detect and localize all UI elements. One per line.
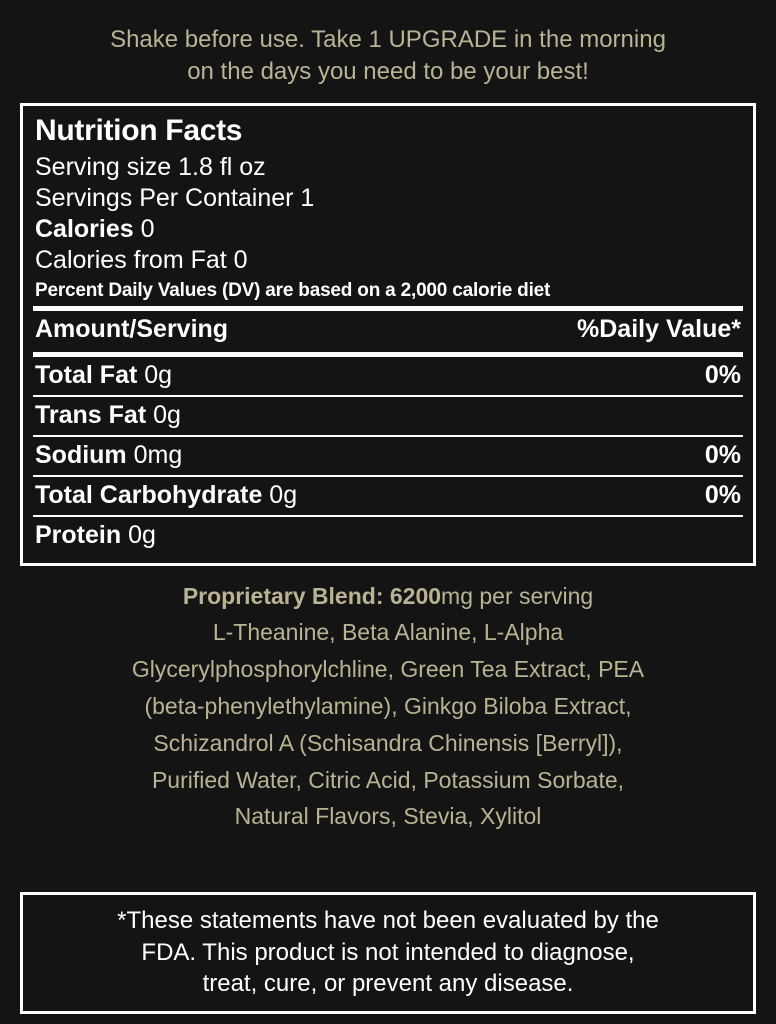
table-row	[33, 437, 743, 475]
table-row	[33, 477, 743, 515]
table-row	[33, 517, 743, 555]
fda-disclaimer-line-1: *These statements have not been evaluated by the	[117, 907, 659, 935]
ingredient-line: L-Theanine, Beta Alanine, L-Alpha	[212, 619, 564, 646]
nutrient-daily-value: 0%	[704, 480, 741, 509]
ingredient-line: Purified Water, Citric Acid, Potassium Sorbate,	[151, 766, 625, 793]
nutrient-name	[35, 441, 182, 470]
nutrient-daily-value: 0%	[704, 360, 741, 389]
usage-instructions-line-2: on the days you need to be your best!	[187, 58, 589, 86]
table-row	[33, 357, 743, 395]
calories-value: 0	[140, 214, 155, 243]
calories-from-fat-value: 0	[233, 245, 248, 274]
nutrient-label-text: Sodium	[35, 440, 127, 469]
nutrient-amount: 0g	[153, 400, 181, 429]
ingredient-line: Schizandrol A (Schisandra Chinensis [Berryl]),	[153, 729, 623, 756]
nutrition-table-header	[33, 311, 743, 349]
daily-value-note: Percent Daily Values (DV) are based on a 2,000 calorie diet	[35, 279, 551, 301]
nutrient-label-text: Trans Fat	[35, 400, 147, 429]
nutrition-facts-panel	[20, 103, 756, 566]
nutrient-label-text: Total Fat	[35, 360, 138, 389]
fda-disclaimer	[20, 892, 756, 1014]
ingredient-line: Glycerylphosphorylchline, Green Tea Extract, PEA	[131, 656, 645, 683]
calories-from-fat-label: Calories from Fat	[35, 245, 227, 274]
ingredient-line: Natural Flavors, Stevia, Xylitol	[234, 803, 542, 830]
nutrient-amount: 0g	[269, 480, 298, 509]
serving-size-line: Serving size 1.8 fl oz	[35, 152, 266, 181]
calories-from-fat-line	[35, 245, 743, 275]
proprietary-blend-heading	[24, 578, 752, 615]
nutrient-name	[35, 521, 156, 550]
header-amount-per-serving: Amount/Serving	[35, 314, 229, 343]
nutrient-label-text: Total Carbohydrate	[35, 480, 263, 509]
proprietary-blend-amount: 6200	[389, 582, 442, 609]
proprietary-blend-amount-unit: mg per serving	[441, 582, 594, 609]
fda-disclaimer-line-2: FDA. This product is not intended to diagnose,	[141, 938, 635, 966]
nutrient-name	[35, 401, 181, 430]
nutrient-label-text: Protein	[35, 520, 122, 549]
ingredient-line: (beta-phenylethylamine), Ginkgo Biloba Extract,	[144, 693, 632, 720]
calories-line	[35, 214, 743, 244]
nutrient-amount: 0g	[144, 360, 173, 389]
table-row	[33, 397, 743, 435]
nutrient-name	[35, 481, 297, 510]
nutrient-amount: 0mg	[133, 440, 183, 469]
nutrient-daily-value: 0%	[704, 440, 741, 469]
proprietary-blend-section	[24, 578, 752, 836]
nutrition-facts-title: Nutrition Facts	[35, 113, 243, 147]
proprietary-blend-label: Proprietary Blend:	[182, 582, 384, 609]
header-daily-value: %Daily Value*	[577, 314, 741, 343]
nutrient-name	[35, 361, 172, 390]
servings-per-container-line: Servings Per Container 1	[35, 183, 315, 212]
usage-instructions-line-1: Shake before use. Take 1 UPGRADE in the morning	[110, 26, 666, 53]
usage-instructions	[20, 24, 756, 89]
nutrient-amount: 0g	[128, 520, 156, 549]
fda-disclaimer-line-3: treat, cure, or prevent any disease.	[202, 969, 574, 997]
calories-label: Calories	[35, 214, 134, 243]
